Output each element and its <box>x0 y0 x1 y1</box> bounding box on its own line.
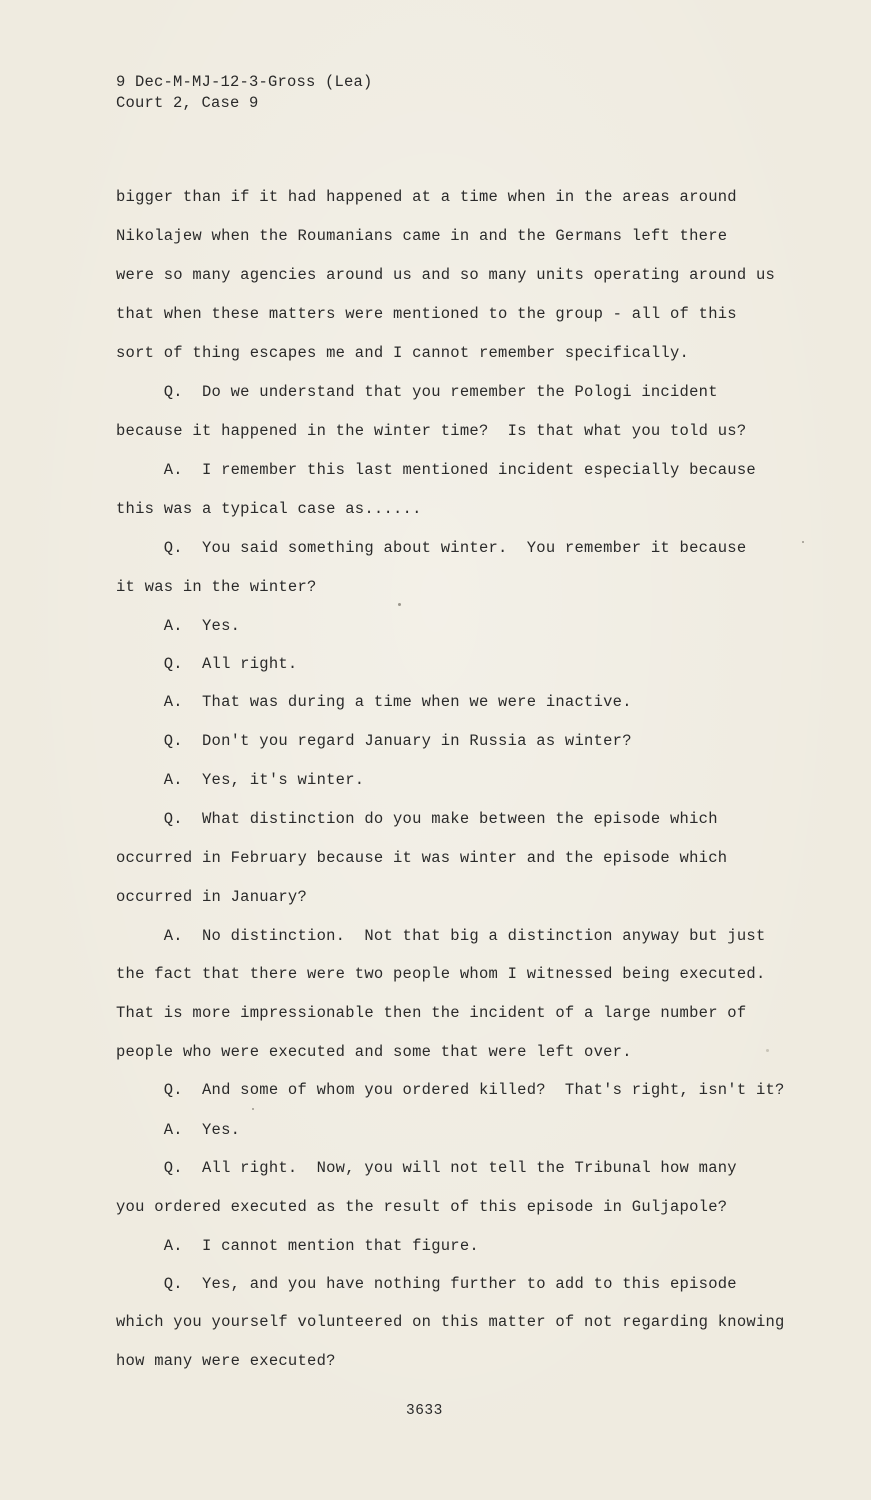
text-line: A. That was during a time when we were inactive. <box>116 693 632 711</box>
paper-speck <box>766 1049 769 1052</box>
paper-speck <box>252 1108 254 1110</box>
text-line: Q. And some of whom you ordered killed? That's right, isn't it? <box>116 1081 785 1099</box>
page-number: 3633 <box>406 1403 443 1419</box>
text-line: That is more impressionable then the incident of a large number of <box>116 1004 747 1022</box>
text-line: you ordered executed as the result of this episode in Guljapole? <box>116 1198 728 1216</box>
text-line: A. No distinction. Not that big a distinction anyway but just <box>116 927 766 945</box>
text-line: sort of thing escapes me and I cannot remember specifically. <box>116 344 690 362</box>
header-line-1: 9 Dec-M-MJ-12-3-Gross (Lea) <box>116 73 373 91</box>
text-line: Q. Do we understand that you remember the Pologi incident <box>116 383 718 401</box>
text-line: people who were executed and some that were left over. <box>116 1043 632 1061</box>
text-line: because it happened in the winter time? Is that what you told us? <box>116 422 747 440</box>
text-line: were so many agencies around us and so many units operating around us <box>116 266 776 284</box>
text-line: Q. What distinction do you make between the episode which <box>116 810 718 828</box>
document-header <box>116 72 373 114</box>
text-line: how many were executed? <box>116 1352 336 1370</box>
header-line-2: Court 2, Case 9 <box>116 94 259 112</box>
text-line: Q. You said something about winter. You remember it because <box>116 539 747 557</box>
text-line: occurred in January? <box>116 888 308 906</box>
paper-speck <box>802 541 804 543</box>
text-line: A. Yes. <box>116 1121 241 1139</box>
text-line: A. Yes, it's winter. <box>116 771 365 789</box>
text-line: Q. All right. Now, you will not tell the Tribunal how many <box>116 1159 737 1177</box>
text-line: bigger than if it had happened at a time when in the areas around <box>116 188 737 206</box>
text-line: A. I remember this last mentioned incident especially because <box>116 461 756 479</box>
paper-speck <box>398 603 401 606</box>
text-line: the fact that there were two people whom I witnessed being executed. <box>116 965 766 983</box>
text-line: it was in the winter? <box>116 578 317 596</box>
text-line: this was a typical case as...... <box>116 500 422 518</box>
text-line: Q. All right. <box>116 655 298 673</box>
text-line: A. Yes. <box>116 617 241 635</box>
text-line: Nikolajew when the Roumanians came in and the Germans left there <box>116 227 728 245</box>
text-line: that when these matters were mentioned to the group - all of this <box>116 305 737 323</box>
text-line: Q. Yes, and you have nothing further to add to this episode <box>116 1275 737 1293</box>
text-line: which you yourself volunteered on this matter of not regarding knowing <box>116 1313 785 1331</box>
text-line: Q. Don't you regard January in Russia as winter? <box>116 732 632 750</box>
text-line: A. I cannot mention that figure. <box>116 1237 479 1255</box>
text-line: occurred in February because it was winter and the episode which <box>116 849 728 867</box>
